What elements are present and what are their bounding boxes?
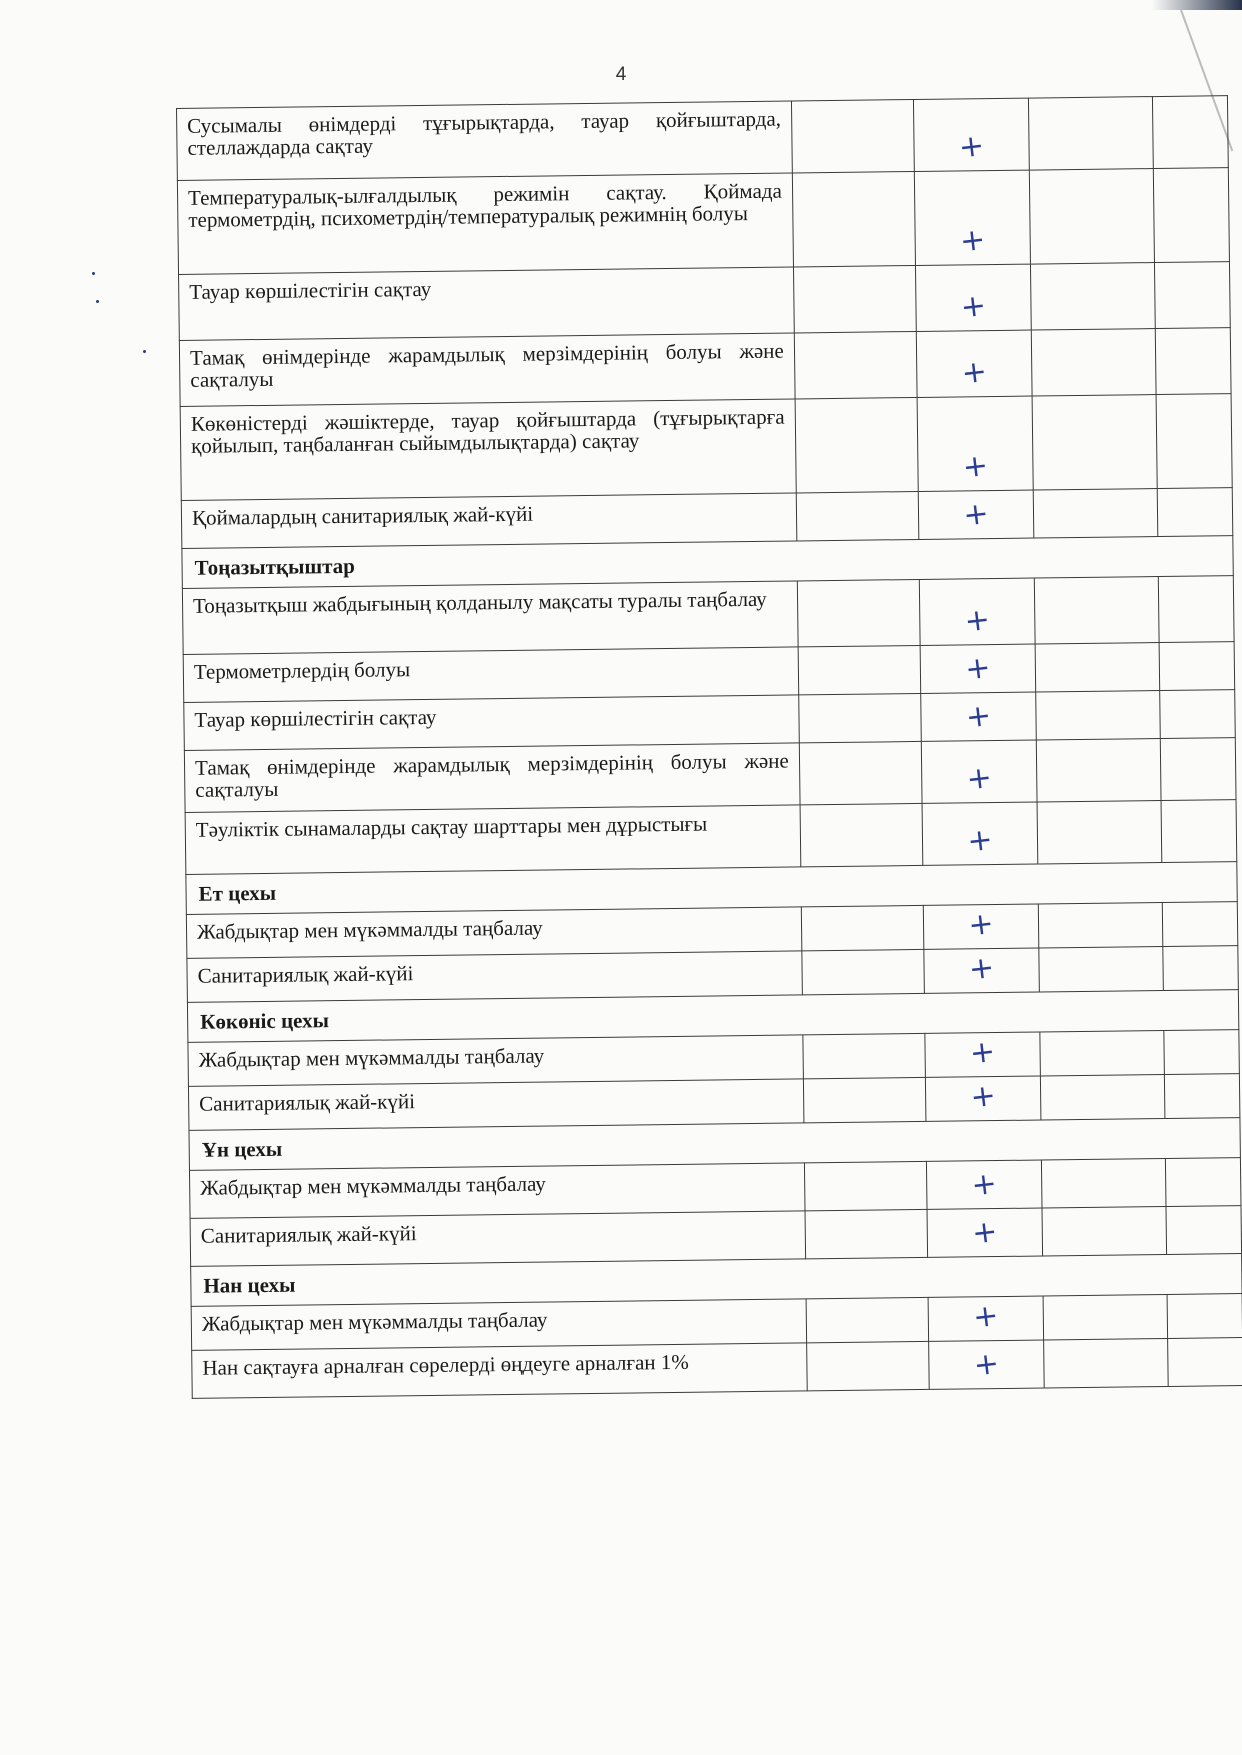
empty-cell [1166, 1158, 1241, 1207]
handwritten-plus-mark: + [960, 447, 990, 486]
empty-cell [1037, 801, 1162, 865]
compliance-mark-cell [924, 948, 1040, 993]
compliance-mark-cell [923, 904, 1039, 949]
scan-speck [96, 300, 99, 303]
compliance-mark-cell [928, 1340, 1044, 1389]
empty-cell [805, 1209, 928, 1258]
requirement-cell: Санитариялық жай-күйі [188, 1079, 803, 1131]
handwritten-plus-mark: + [968, 1077, 998, 1116]
scan-speck [143, 350, 146, 353]
empty-cell [1161, 800, 1236, 863]
requirement-cell: Тауар көршілестігін сақтау [179, 267, 795, 341]
empty-cell [1166, 1206, 1241, 1255]
empty-cell [802, 949, 925, 994]
empty-cell [1031, 329, 1156, 397]
handwritten-plus-mark: + [963, 649, 993, 688]
compliance-mark-cell [927, 1208, 1043, 1257]
empty-cell [792, 171, 915, 266]
compliance-mark-cell [920, 644, 1036, 693]
empty-cell [801, 905, 924, 950]
empty-cell [1034, 577, 1159, 645]
empty-cell [1040, 1030, 1165, 1076]
empty-cell [799, 741, 922, 804]
empty-cell [1154, 168, 1230, 263]
empty-cell [1038, 903, 1163, 949]
requirement-cell: Тауар көршілестігін сақтау [184, 695, 799, 751]
compliance-mark-cell [918, 490, 1034, 539]
compliance-mark-cell [919, 578, 1035, 645]
requirement-cell: Жабдықтар мен мүкәммалды таңбалау [191, 1299, 806, 1351]
section-heading: Көкөніс цехы [187, 990, 1238, 1043]
empty-cell [794, 331, 917, 398]
requirement-cell: Көкөністерді жәшіктерде, тауар қойғыштарда (тұғырықтарға қойылып, таңбаланған сыйымдылықтарда) сақтау [180, 399, 796, 501]
handwritten-plus-mark: + [959, 353, 989, 392]
section-heading: Тоңазытқыштар [182, 536, 1233, 589]
empty-cell [1159, 576, 1234, 643]
table-row [177, 96, 1229, 181]
compliance-mark-cell [917, 396, 1033, 491]
compliance-mark-cell [921, 740, 1037, 803]
handwritten-plus-mark: + [971, 1297, 1001, 1336]
compliance-mark-cell [913, 98, 1029, 171]
requirement-cell: Жабдықтар мен мүкәммалды таңбалау [189, 1163, 804, 1219]
requirement-cell: Тамақ өнімдерінде жарамдылық мерзімдерінің болуы және сақталуы [179, 333, 795, 407]
empty-cell [1156, 328, 1231, 395]
empty-cell [1164, 1030, 1239, 1075]
page-number: 4 [615, 64, 627, 85]
empty-cell [1029, 97, 1154, 171]
requirement-cell: Тамақ өнімдерінде жарамдылық мерзімдерінің болуы және сақталуы [184, 743, 799, 813]
section-heading: Нан цехы [191, 1254, 1242, 1307]
empty-cell [791, 99, 914, 172]
empty-cell [1155, 262, 1230, 329]
compliance-mark-cell [928, 1296, 1044, 1341]
handwritten-plus-mark: + [958, 287, 988, 326]
empty-cell [1167, 1294, 1242, 1339]
handwritten-plus-mark: + [962, 601, 992, 640]
empty-cell [1159, 642, 1234, 691]
empty-cell [800, 803, 923, 866]
compliance-mark-cell [915, 264, 1031, 331]
empty-cell [1041, 1158, 1166, 1208]
handwritten-plus-mark: + [970, 1213, 1000, 1252]
empty-cell [1039, 947, 1164, 993]
empty-cell [793, 265, 916, 332]
handwritten-plus-mark: + [966, 949, 996, 988]
requirement-cell: Жабдықтар мен мүкәммалды таңбалау [186, 907, 801, 959]
compliance-mark-cell [925, 1032, 1041, 1077]
requirement-cell: Тоңазытқыш жабдығының қолданылу мақсаты туралы таңбалау [182, 581, 798, 655]
handwritten-plus-mark: + [956, 127, 986, 166]
requirement-cell: Тәуліктік сынамаларды сақтау шарттары мен дұрыстығы [185, 805, 800, 875]
compliance-mark-cell [916, 330, 1032, 397]
handwritten-plus-mark: + [963, 697, 993, 736]
empty-cell [1160, 690, 1235, 739]
empty-cell [796, 491, 919, 540]
handwritten-plus-mark: + [958, 221, 988, 260]
handwritten-plus-mark: + [971, 1345, 1001, 1384]
compliance-mark-cell [925, 1076, 1041, 1121]
section-heading: Ет цехы [186, 862, 1237, 915]
empty-cell [1163, 902, 1238, 947]
handwritten-plus-mark: + [969, 1165, 999, 1204]
handwritten-plus-mark: + [961, 495, 991, 534]
empty-cell [1040, 1074, 1165, 1120]
handwritten-plus-mark: + [967, 1033, 998, 1072]
empty-cell [1033, 489, 1158, 539]
empty-cell [806, 1297, 929, 1342]
compliance-mark-cell [922, 802, 1038, 865]
empty-cell [1036, 739, 1161, 803]
empty-cell [1165, 1074, 1240, 1119]
scan-speck [92, 272, 95, 275]
requirement-cell: Жабдықтар мен мүкәммалды таңбалау [188, 1035, 803, 1087]
empty-cell [1042, 1206, 1167, 1256]
requirement-cell: Санитариялық жай-күйі [187, 951, 802, 1003]
empty-cell [1031, 263, 1156, 331]
empty-cell [798, 645, 921, 694]
empty-cell [804, 1161, 927, 1210]
empty-cell [1161, 738, 1236, 801]
requirement-cell: Санитариялық жай-күйі [190, 1211, 805, 1267]
empty-cell [797, 579, 920, 646]
requirement-cell: Температуралық-ылғалдылық режимін сақтау. Қоймада термометрдің, психометрдің/температуралық режимнің болуы [177, 173, 793, 275]
empty-cell [1163, 946, 1238, 991]
empty-cell [803, 1077, 926, 1122]
empty-cell [1035, 643, 1160, 693]
table-row [180, 394, 1232, 501]
requirement-cell: Нан сақтауға арналған сөрелерді өңдеуге арналған 1% [192, 1343, 807, 1399]
handwritten-plus-mark: + [965, 821, 995, 860]
requirement-cell: Қоймалардың санитариялық жай-күйі [181, 493, 796, 549]
compliance-mark-cell [926, 1160, 1042, 1209]
empty-cell [1032, 395, 1157, 491]
empty-cell [1044, 1338, 1169, 1388]
compliance-mark-cell [921, 692, 1037, 741]
empty-cell [1156, 394, 1232, 489]
scan-corner-shadow [1152, 0, 1242, 10]
inspection-checklist-table [176, 95, 1242, 1399]
empty-cell [1029, 169, 1154, 265]
section-heading: Ұн цехы [189, 1118, 1240, 1171]
empty-cell [803, 1033, 926, 1078]
empty-cell [1036, 691, 1161, 741]
empty-cell [1043, 1294, 1168, 1340]
requirement-cell: Сусымалы өнімдерді тұғырықтарда, тауар қойғыштарда, стеллаждарда сақтау [177, 101, 793, 181]
table-row [177, 168, 1229, 275]
compliance-mark-cell [914, 170, 1030, 265]
requirement-cell: Термометрлердің болуы [183, 647, 798, 703]
empty-cell [795, 397, 918, 492]
handwritten-plus-mark: + [964, 759, 994, 798]
handwritten-plus-mark: + [966, 905, 996, 944]
empty-cell [1168, 1338, 1242, 1387]
empty-cell [1158, 488, 1233, 537]
empty-cell [1153, 96, 1228, 169]
empty-cell [798, 693, 921, 742]
empty-cell [806, 1341, 929, 1390]
